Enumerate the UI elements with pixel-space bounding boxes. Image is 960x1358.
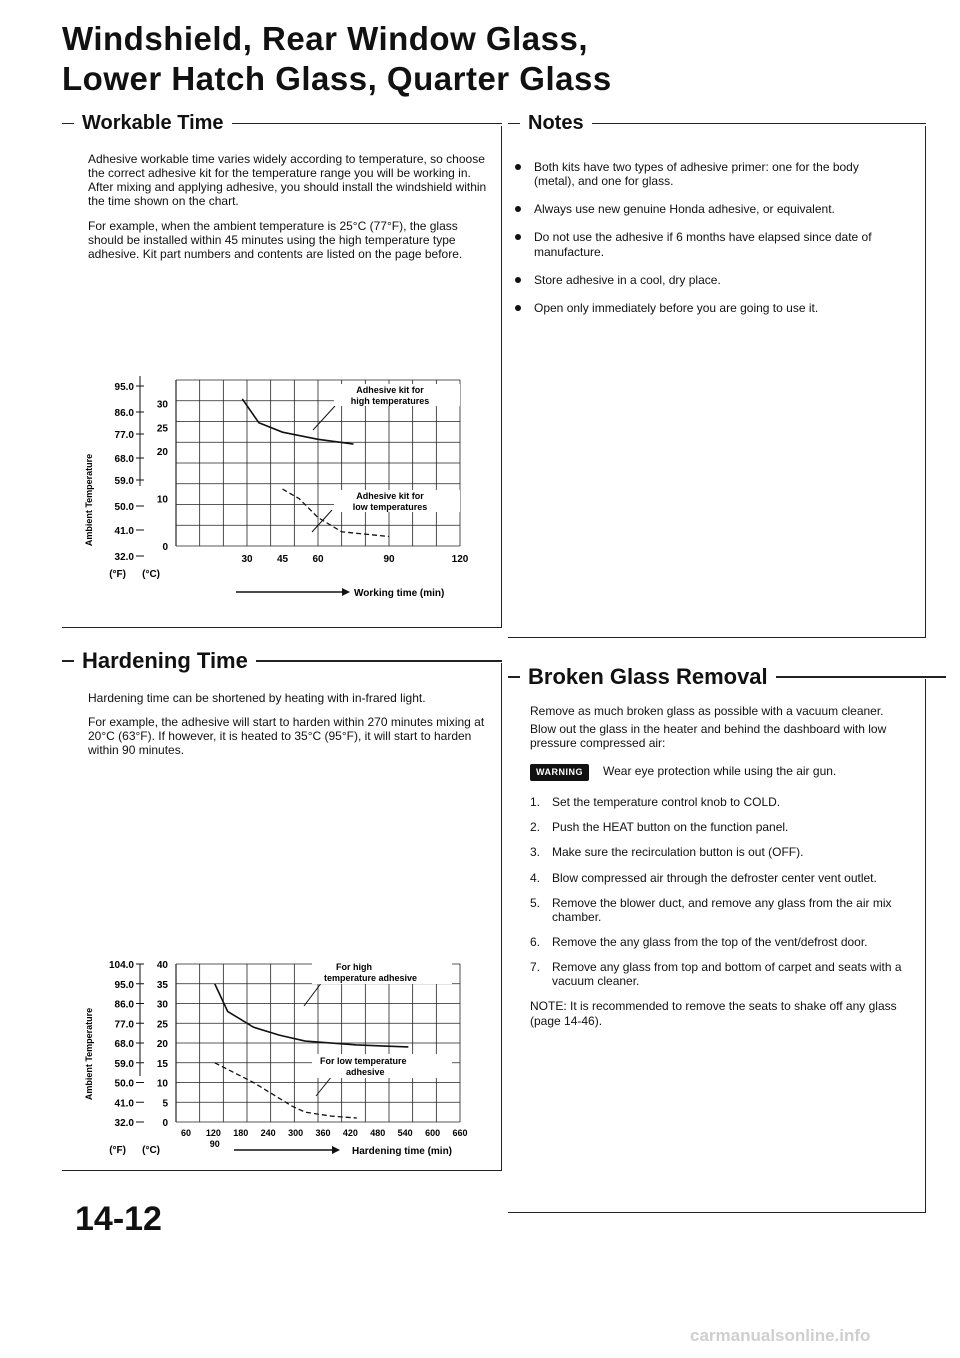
workable-chart-annotation-4: low temperatures [352,502,428,512]
y-tick-label-c: 0 [162,1118,168,1129]
hardening-chart-xlabel: Hardening time (min) [352,1146,453,1157]
removal-step [530,871,910,885]
x-tick-label: 360 [315,1128,331,1138]
hardening-chart-annotation-4: adhesive [346,1067,385,1077]
y-tick-label-c: 10 [156,1078,168,1090]
x-tick-label: 240 [260,1128,276,1138]
hardening-chart-annotation-3: For low temperature [320,1056,407,1066]
step-number: 3. [530,845,541,860]
broken-para-2: Blow out the glass in the heater and behind the dashboard with low pressure compressed air: [530,722,887,751]
note-item: Do not use the adhesive if 6 months have elapsed since date of manufacture. [512,230,902,258]
hardening-chart-annotation-1: For high [336,962,372,972]
x-tick-label: 120 [451,554,469,565]
note-item: Open only immediately before you are going to use it. [512,301,902,315]
notes-heading: Notes [528,112,584,134]
hardening-time-chart [80,930,490,1160]
y-tick-label-f: 41.0 [114,1098,134,1110]
step-number: 1. [530,795,541,810]
hardening-chart-unit-f: (°F) [109,1145,126,1156]
broken-para-1: Remove as much broken glass as possible with a vacuum cleaner. [530,704,884,718]
note-item: Always use new genuine Honda adhesive, or equivalent. [512,202,902,216]
y-tick-label-f: 95.0 [114,979,134,991]
x-tick-label: 45 [276,554,289,565]
hardening-chart-annotation-2: temperature adhesive [324,973,418,983]
y-tick-label-c: 15 [156,1058,168,1070]
x-tick-label: 180 [233,1128,249,1138]
y-tick-label-f: 86.0 [114,408,134,419]
workable-chart-yticks-c [157,400,169,553]
x-tick-label: 120 [205,1128,221,1138]
workable-time-heading: Workable Time [82,112,224,134]
y-tick-label-f: 68.0 [114,454,134,465]
y-tick-label-f: 104.0 [108,960,134,971]
y-tick-label-f: 50.0 [114,502,134,513]
workable-para-1: Adhesive workable time varies widely according to temperature, so choose the correct adhesive kit for the temperature range you will be working in. After mixing and applying adhesive, you should install the windshield within the time shown on the chart. [88,152,487,209]
warning-badge: WARNING [530,764,589,781]
x-tick-label: 90 [209,1139,220,1149]
broken-glass-note: NOTE: It is recommended to remove the seats to shake off any glass (page 14-46). [530,999,897,1028]
step-number: 6. [530,935,541,950]
y-tick-label-c: 20 [156,1039,168,1050]
removal-step [530,960,910,988]
y-tick-label-c: 35 [156,979,168,991]
y-tick-label-f: 50.0 [114,1078,134,1090]
hardening-time-header [62,648,502,674]
workable-chart-unit-f: (°F) [109,569,126,580]
y-tick-label-f: 95.0 [114,382,134,393]
y-tick-label-c: 25 [156,1019,168,1031]
note-item: Both kits have two types of adhesive primer: one for the body (metal), and one for glass. [512,160,902,188]
hardening-para-2: For example, the adhesive will start to harden within 270 minutes mixing at 20°C (63°F). If however, it is heated to 35°C (95°F), it will start to harden within 90 minutes. [88,715,485,758]
step-text: Make sure the recirculation button is out (OFF). [552,845,804,860]
x-tick-label: 420 [342,1128,358,1138]
step-number: 4. [530,870,541,885]
y-tick-label-f: 41.0 [114,526,134,537]
workable-chart-ylabel: Ambient Temperature [84,453,94,547]
y-tick-label-c: 10 [156,494,168,506]
warning-text: Wear eye protection while using the air gun. [603,764,837,779]
step-text: Set the temperature control knob to COLD. [552,795,781,810]
removal-step [530,845,910,859]
step-number: 7. [530,960,541,975]
label-leader-low [312,510,332,532]
x-tick-label: 480 [370,1128,386,1138]
step-text: Blow compressed air through the defroster center vent outlet. [552,870,877,885]
hardening-para-1: Hardening time can be shortened by heating with in-frared light. [88,691,426,705]
notes-list [512,160,902,329]
x-tick-label: 540 [397,1128,413,1138]
y-tick-label-c: 0 [162,542,168,553]
hardening-time-text [88,691,488,768]
y-tick-label-f: 32.0 [114,552,134,563]
workable-chart-arrow-head [342,588,350,596]
x-tick-label: 600 [425,1128,441,1138]
broken-glass-heading: Broken Glass Removal [528,664,768,689]
y-tick-label-c: 20 [156,447,168,459]
step-text: Remove the any glass from the top of the vent/defrost door. [552,935,868,950]
step-number: 2. [530,820,541,835]
workable-time-header [62,112,502,135]
workable-chart-unit-c: (°C) [142,569,160,580]
y-tick-label-c: 25 [156,423,168,435]
y-tick-label-f: 59.0 [114,1058,134,1070]
hardening-chart-arrow-head [332,1146,340,1154]
x-tick-label: 660 [452,1128,468,1138]
workable-para-2: For example, when the ambient temperature is 25°C (77°F), the glass should be installed within 45 minutes using the high temperature type adhesive. Kit part numbers and contents are listed on the page before. [88,218,463,261]
y-tick-label-f: 77.0 [114,1019,134,1031]
y-tick-label-f: 86.0 [114,999,134,1011]
workable-chart-series [242,399,389,537]
y-tick-label-c: 5 [162,1098,168,1110]
removal-step [530,820,910,834]
workable-chart-annotation-3: Adhesive kit for [356,491,424,501]
hardening-time-heading: Hardening Time [82,648,248,673]
x-tick-label: 90 [383,554,395,565]
workable-chart-xlabel: Working time (min) [354,588,445,599]
page-title-line2: Lower Hatch Glass, Quarter Glass [62,60,612,97]
workable-chart-annotation-2: high temperatures [350,396,430,406]
x-tick-label: 300 [288,1128,304,1138]
broken-glass-header [508,664,946,690]
y-tick-label-f: 68.0 [114,1039,134,1050]
label-leader-high [313,406,335,430]
step-text: Remove the blower duct, and remove any glass from the air mix chamber. [552,895,892,924]
hardening-chart-yticks-c [157,960,169,1129]
workable-time-text [88,152,488,271]
workable-time-chart [80,360,490,630]
step-text: Remove any glass from top and bottom of carpet and seats with a vacuum cleaner. [552,960,902,989]
workable-chart-xticks [241,554,468,565]
removal-steps-list [530,795,910,988]
broken-glass-text [530,704,910,1038]
step-text: Push the HEAT button on the function panel. [552,820,789,835]
note-item: Store adhesive in a cool, dry place. [512,273,902,287]
y-tick-label-c: 30 [156,399,168,411]
y-tick-label-c: 40 [156,960,168,971]
removal-step [530,935,910,949]
y-tick-label-f: 59.0 [114,476,134,487]
hardening-chart-yticks-f [109,960,144,1129]
series-line-high-temp [215,984,409,1047]
page-number: 14-12 [75,1200,162,1238]
watermark: carmanualsonline.info [690,1326,871,1345]
x-tick-label: 30 [241,554,253,565]
removal-step [530,795,910,809]
y-tick-label-f: 77.0 [114,430,134,441]
hardening-chart-series [215,982,409,1118]
hardening-chart-unit-c: (°C) [142,1145,160,1156]
x-tick-label: 60 [312,554,324,565]
step-number: 5. [530,895,541,910]
hardening-chart-ylabel: Ambient Temperature [84,1007,94,1101]
notes-header [508,112,926,135]
warning-line [530,764,910,781]
page-title-line1: Windshield, Rear Window Glass, [62,20,588,57]
y-tick-label-f: 32.0 [114,1118,134,1129]
removal-step [530,896,910,924]
x-tick-label: 60 [180,1128,192,1138]
label-leader-high [304,982,322,1006]
workable-chart-annotation-1: Adhesive kit for [356,385,424,395]
y-tick-label-c: 30 [156,999,168,1011]
